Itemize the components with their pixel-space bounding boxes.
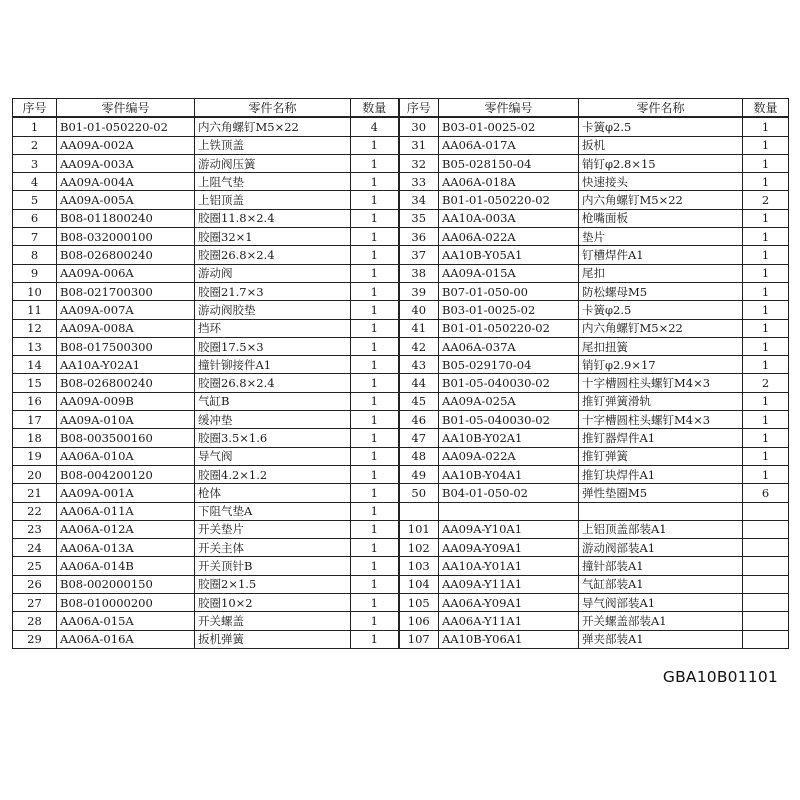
left-cell-seq: 18: [13, 429, 57, 447]
left-cell-seq: 27: [13, 594, 57, 612]
right-cell-qty: [743, 630, 789, 648]
right-cell-seq: 44: [399, 374, 439, 392]
left-cell-part-name: 缓冲垫: [195, 411, 351, 429]
right-cell-part-no: AA10B-Y06A1: [439, 630, 579, 648]
right-cell-seq: 102: [399, 539, 439, 557]
right-cell-part-name: 撞针部装A1: [579, 557, 743, 575]
table-row: [13, 465, 789, 483]
left-cell-seq: 11: [13, 301, 57, 319]
table-row: [13, 209, 789, 227]
left-cell-qty: 1: [351, 246, 399, 264]
right-cell-seq: 40: [399, 301, 439, 319]
left-cell-seq: 21: [13, 484, 57, 502]
right-cell-qty: 1: [743, 392, 789, 410]
left-cell-qty: 1: [351, 136, 399, 154]
right-cell-seq: 106: [399, 612, 439, 630]
left-cell-part-name: 上阻气垫: [195, 173, 351, 191]
left-cell-part-no: AA09A-005A: [57, 191, 195, 209]
parts-table: [12, 98, 789, 649]
table-row: [13, 173, 789, 191]
left-cell-seq: 15: [13, 374, 57, 392]
right-cell-part-no: AA06A-Y11A1: [439, 612, 579, 630]
right-cell-seq: 50: [399, 484, 439, 502]
table-row: [13, 429, 789, 447]
right-cell-part-name: 内六角螺钉M5×22: [579, 319, 743, 337]
table-row: [13, 337, 789, 355]
right-cell-part-no: AA06A-Y09A1: [439, 594, 579, 612]
left-cell-part-no: B01-01-050220-02: [57, 117, 195, 136]
left-cell-seq: 12: [13, 319, 57, 337]
table-row: [13, 136, 789, 154]
left-cell-part-no: AA09A-008A: [57, 319, 195, 337]
left-cell-seq: 26: [13, 575, 57, 593]
left-cell-seq: 6: [13, 209, 57, 227]
left-cell-part-no: AA06A-011A: [57, 502, 195, 520]
document-code: GBA10B01101: [662, 668, 778, 686]
right-cell-part-name: 开关螺盖部装A1: [579, 612, 743, 630]
left-cell-qty: 1: [351, 557, 399, 575]
left-cell-part-no: AA06A-012A: [57, 520, 195, 538]
parts-list-sheet: [12, 98, 788, 649]
left-cell-part-no: B08-004200120: [57, 465, 195, 483]
left-cell-qty: 1: [351, 319, 399, 337]
left-cell-part-name: 开关顶针B: [195, 557, 351, 575]
right-cell-part-no: AA06A-017A: [439, 136, 579, 154]
left-cell-seq: 3: [13, 154, 57, 172]
header-qty: 数量: [351, 99, 399, 118]
left-cell-qty: 4: [351, 117, 399, 136]
table-row: [13, 594, 789, 612]
right-cell-seq: 39: [399, 282, 439, 300]
left-cell-part-name: 胶圈21.7×3: [195, 282, 351, 300]
right-cell-part-name: 游动阀部装A1: [579, 539, 743, 557]
right-cell-seq: 31: [399, 136, 439, 154]
left-cell-part-name: 胶圈26.8×2.4: [195, 374, 351, 392]
left-cell-seq: 16: [13, 392, 57, 410]
left-cell-qty: 1: [351, 539, 399, 557]
right-cell-seq: 45: [399, 392, 439, 410]
right-cell-qty: 1: [743, 356, 789, 374]
right-cell-seq: 104: [399, 575, 439, 593]
right-cell-part-name: 销钉φ2.8×15: [579, 154, 743, 172]
right-cell-seq: 42: [399, 337, 439, 355]
right-cell-part-no: AA06A-037A: [439, 337, 579, 355]
left-cell-seq: 14: [13, 356, 57, 374]
right-cell-part-no: B03-01-0025-02: [439, 301, 579, 319]
left-cell-part-no: AA09A-004A: [57, 173, 195, 191]
right-cell-part-no: AA10A-003A: [439, 209, 579, 227]
right-cell-seq: 32: [399, 154, 439, 172]
left-cell-qty: 1: [351, 575, 399, 593]
left-cell-seq: 4: [13, 173, 57, 191]
left-cell-seq: 28: [13, 612, 57, 630]
left-cell-seq: 5: [13, 191, 57, 209]
table-row: [13, 374, 789, 392]
left-cell-part-name: 气缸B: [195, 392, 351, 410]
left-cell-part-no: AA10A-Y02A1: [57, 356, 195, 374]
left-cell-seq: 2: [13, 136, 57, 154]
right-cell-part-name: 上铝顶盖部装A1: [579, 520, 743, 538]
left-cell-seq: 8: [13, 246, 57, 264]
left-cell-seq: 10: [13, 282, 57, 300]
right-cell-part-name: 销钉φ2.9×17: [579, 356, 743, 374]
right-cell-seq: 36: [399, 228, 439, 246]
right-cell-qty: [743, 502, 789, 520]
left-cell-part-no: B08-026800240: [57, 374, 195, 392]
left-cell-seq: 7: [13, 228, 57, 246]
right-cell-qty: 6: [743, 484, 789, 502]
left-cell-part-no: B08-010000200: [57, 594, 195, 612]
left-cell-qty: 1: [351, 209, 399, 227]
left-cell-qty: 1: [351, 484, 399, 502]
left-cell-seq: 13: [13, 337, 57, 355]
right-cell-seq: 48: [399, 447, 439, 465]
header-part-no-right: 零件编号: [439, 99, 579, 118]
left-cell-qty: 1: [351, 282, 399, 300]
left-cell-part-no: AA09A-009B: [57, 392, 195, 410]
header-seq: 序号: [13, 99, 57, 118]
table-row: [13, 411, 789, 429]
right-cell-part-no: AA09A-Y10A1: [439, 520, 579, 538]
right-cell-seq: 35: [399, 209, 439, 227]
left-cell-qty: 1: [351, 173, 399, 191]
header-part-name: 零件名称: [195, 99, 351, 118]
left-cell-seq: 29: [13, 630, 57, 648]
left-cell-part-no: B08-011800240: [57, 209, 195, 227]
right-cell-part-no: AA09A-022A: [439, 447, 579, 465]
right-cell-qty: 1: [743, 228, 789, 246]
right-cell-part-no: AA10B-Y05A1: [439, 246, 579, 264]
right-cell-part-name: 扳机: [579, 136, 743, 154]
table-row: [13, 484, 789, 502]
right-cell-seq: 105: [399, 594, 439, 612]
right-cell-part-name: 推钉弹簧: [579, 447, 743, 465]
table-header-row: [13, 99, 789, 118]
right-cell-part-no: B07-01-050-00: [439, 282, 579, 300]
left-cell-part-name: 挡环: [195, 319, 351, 337]
right-cell-qty: 2: [743, 374, 789, 392]
table-row: [13, 356, 789, 374]
table-row: [13, 117, 789, 136]
left-cell-part-no: AA06A-015A: [57, 612, 195, 630]
right-cell-part-no: AA06A-018A: [439, 173, 579, 191]
left-cell-part-no: B08-032000100: [57, 228, 195, 246]
left-cell-qty: 1: [351, 264, 399, 282]
left-cell-part-name: 胶圈32×1: [195, 228, 351, 246]
left-cell-part-name: 游动阀: [195, 264, 351, 282]
header-seq-right: 序号: [399, 99, 439, 118]
left-cell-part-name: 胶圈4.2×1.2: [195, 465, 351, 483]
left-cell-seq: 25: [13, 557, 57, 575]
left-cell-qty: 1: [351, 154, 399, 172]
table-row: [13, 520, 789, 538]
left-cell-part-no: AA06A-014B: [57, 557, 195, 575]
right-cell-qty: 1: [743, 465, 789, 483]
right-cell-part-name: 防松螺母M5: [579, 282, 743, 300]
left-cell-part-no: AA09A-003A: [57, 154, 195, 172]
left-cell-qty: 1: [351, 594, 399, 612]
left-cell-part-no: AA09A-001A: [57, 484, 195, 502]
header-qty-right: 数量: [743, 99, 789, 118]
right-cell-part-no: AA09A-Y11A1: [439, 575, 579, 593]
table-row: [13, 502, 789, 520]
left-cell-part-name: 胶圈2×1.5: [195, 575, 351, 593]
right-cell-part-name: 卡簧φ2.5: [579, 301, 743, 319]
left-cell-qty: 1: [351, 520, 399, 538]
left-cell-seq: 20: [13, 465, 57, 483]
table-row: [13, 301, 789, 319]
left-cell-seq: 17: [13, 411, 57, 429]
table-row: [13, 392, 789, 410]
right-cell-qty: [743, 539, 789, 557]
left-cell-part-name: 开关垫片: [195, 520, 351, 538]
right-cell-qty: 1: [743, 246, 789, 264]
left-cell-qty: 1: [351, 630, 399, 648]
right-cell-part-name: 推钉弹簧滑轨: [579, 392, 743, 410]
left-cell-part-name: 上铁顶盖: [195, 136, 351, 154]
right-cell-seq: 103: [399, 557, 439, 575]
right-cell-qty: 1: [743, 301, 789, 319]
left-cell-qty: 1: [351, 392, 399, 410]
right-cell-seq: 49: [399, 465, 439, 483]
table-row: [13, 154, 789, 172]
left-cell-part-name: 枪体: [195, 484, 351, 502]
left-cell-seq: 23: [13, 520, 57, 538]
right-cell-part-name: [579, 502, 743, 520]
table-body: [13, 117, 789, 648]
right-cell-part-name: 推钉器焊件A1: [579, 429, 743, 447]
left-cell-part-name: 导气阀: [195, 447, 351, 465]
right-cell-qty: [743, 612, 789, 630]
left-cell-qty: 1: [351, 191, 399, 209]
left-cell-seq: 24: [13, 539, 57, 557]
left-cell-qty: 1: [351, 228, 399, 246]
right-cell-seq: 101: [399, 520, 439, 538]
right-cell-part-no: AA09A-025A: [439, 392, 579, 410]
header-part-no: 零件编号: [57, 99, 195, 118]
right-cell-qty: 1: [743, 117, 789, 136]
right-cell-part-no: B04-01-050-02: [439, 484, 579, 502]
right-cell-qty: 1: [743, 136, 789, 154]
left-cell-qty: 1: [351, 447, 399, 465]
right-cell-qty: [743, 575, 789, 593]
right-cell-part-name: 垫片: [579, 228, 743, 246]
left-cell-part-name: 上铝顶盖: [195, 191, 351, 209]
right-cell-seq: 33: [399, 173, 439, 191]
left-cell-part-name: 开关螺盖: [195, 612, 351, 630]
right-cell-qty: 1: [743, 173, 789, 191]
left-cell-part-no: AA09A-007A: [57, 301, 195, 319]
right-cell-part-no: B01-01-050220-02: [439, 319, 579, 337]
right-cell-part-name: 钉槽焊件A1: [579, 246, 743, 264]
left-cell-part-no: AA06A-013A: [57, 539, 195, 557]
table-row: [13, 539, 789, 557]
left-cell-part-no: B08-026800240: [57, 246, 195, 264]
left-cell-qty: 1: [351, 429, 399, 447]
right-cell-part-name: 枪嘴面板: [579, 209, 743, 227]
left-cell-seq: 9: [13, 264, 57, 282]
right-cell-part-name: 十字槽圆柱头螺钉M4×3: [579, 374, 743, 392]
left-cell-qty: 1: [351, 502, 399, 520]
table-row: [13, 557, 789, 575]
left-cell-seq: 1: [13, 117, 57, 136]
header-part-name-right: 零件名称: [579, 99, 743, 118]
right-cell-seq: 38: [399, 264, 439, 282]
left-cell-part-name: 胶圈3.5×1.6: [195, 429, 351, 447]
right-cell-seq: 47: [399, 429, 439, 447]
left-cell-seq: 22: [13, 502, 57, 520]
right-cell-part-no: AA10B-Y02A1: [439, 429, 579, 447]
right-cell-qty: 1: [743, 154, 789, 172]
right-cell-part-no: B05-029170-04: [439, 356, 579, 374]
left-cell-qty: 1: [351, 356, 399, 374]
right-cell-part-no: B05-028150-04: [439, 154, 579, 172]
right-cell-part-name: 推钉块焊件A1: [579, 465, 743, 483]
right-cell-qty: 1: [743, 447, 789, 465]
right-cell-seq: 37: [399, 246, 439, 264]
table-row: [13, 447, 789, 465]
left-cell-part-name: 扳机弹簧: [195, 630, 351, 648]
right-cell-seq: [399, 502, 439, 520]
right-cell-part-no: B01-05-040030-02: [439, 411, 579, 429]
right-cell-part-no: AA06A-022A: [439, 228, 579, 246]
left-cell-part-no: AA09A-006A: [57, 264, 195, 282]
table-row: [13, 612, 789, 630]
right-cell-part-name: 内六角螺钉M5×22: [579, 191, 743, 209]
right-cell-part-name: 弹性垫圈M5: [579, 484, 743, 502]
right-cell-part-name: 气缸部装A1: [579, 575, 743, 593]
left-cell-part-no: B08-021700300: [57, 282, 195, 300]
table-row: [13, 246, 789, 264]
left-cell-qty: 1: [351, 374, 399, 392]
right-cell-part-no: AA09A-Y09A1: [439, 539, 579, 557]
left-cell-part-no: B08-002000150: [57, 575, 195, 593]
right-cell-part-no: AA10B-Y04A1: [439, 465, 579, 483]
left-cell-part-no: B08-017500300: [57, 337, 195, 355]
left-cell-part-name: 胶圈11.8×2.4: [195, 209, 351, 227]
right-cell-part-no: B01-01-050220-02: [439, 191, 579, 209]
right-cell-qty: 1: [743, 209, 789, 227]
right-cell-qty: [743, 594, 789, 612]
table-row: [13, 264, 789, 282]
table-row: [13, 319, 789, 337]
table-row: [13, 228, 789, 246]
right-cell-part-name: 快速接头: [579, 173, 743, 191]
right-cell-part-no: B01-05-040030-02: [439, 374, 579, 392]
left-cell-part-no: AA06A-016A: [57, 630, 195, 648]
left-cell-part-name: 胶圈10×2: [195, 594, 351, 612]
right-cell-part-name: 尾扣: [579, 264, 743, 282]
right-cell-seq: 43: [399, 356, 439, 374]
right-cell-seq: 107: [399, 630, 439, 648]
left-cell-part-name: 胶圈17.5×3: [195, 337, 351, 355]
right-cell-seq: 34: [399, 191, 439, 209]
right-cell-qty: 1: [743, 264, 789, 282]
right-cell-qty: 1: [743, 429, 789, 447]
right-cell-qty: [743, 520, 789, 538]
right-cell-qty: [743, 557, 789, 575]
right-cell-part-no: B03-01-0025-02: [439, 117, 579, 136]
left-cell-part-name: 游动阀压簧: [195, 154, 351, 172]
table-row: [13, 191, 789, 209]
left-cell-part-name: 胶圈26.8×2.4: [195, 246, 351, 264]
right-cell-part-no: AA10A-Y01A1: [439, 557, 579, 575]
left-cell-part-name: 下阻气垫A: [195, 502, 351, 520]
table-row: [13, 630, 789, 648]
left-cell-seq: 19: [13, 447, 57, 465]
left-cell-part-name: 开关主体: [195, 539, 351, 557]
right-cell-part-name: 弹夹部装A1: [579, 630, 743, 648]
left-cell-part-no: AA09A-010A: [57, 411, 195, 429]
right-cell-seq: 41: [399, 319, 439, 337]
table-row: [13, 282, 789, 300]
right-cell-part-no: [439, 502, 579, 520]
right-cell-part-name: 导气阀部装A1: [579, 594, 743, 612]
right-cell-part-no: AA09A-015A: [439, 264, 579, 282]
left-cell-qty: 1: [351, 301, 399, 319]
left-cell-part-no: B08-003500160: [57, 429, 195, 447]
left-cell-part-name: 撞针铆接件A1: [195, 356, 351, 374]
table-row: [13, 575, 789, 593]
left-cell-part-no: AA09A-002A: [57, 136, 195, 154]
left-cell-part-name: 内六角螺钉M5×22: [195, 117, 351, 136]
right-cell-seq: 46: [399, 411, 439, 429]
left-cell-qty: 1: [351, 465, 399, 483]
right-cell-part-name: 尾扣扭簧: [579, 337, 743, 355]
right-cell-qty: 1: [743, 319, 789, 337]
right-cell-seq: 30: [399, 117, 439, 136]
right-cell-qty: 1: [743, 411, 789, 429]
left-cell-part-no: AA06A-010A: [57, 447, 195, 465]
right-cell-qty: 2: [743, 191, 789, 209]
right-cell-qty: 1: [743, 337, 789, 355]
left-cell-qty: 1: [351, 411, 399, 429]
left-cell-part-name: 游动阀胶垫: [195, 301, 351, 319]
right-cell-part-name: 卡簧φ2.5: [579, 117, 743, 136]
right-cell-qty: 1: [743, 282, 789, 300]
left-cell-qty: 1: [351, 612, 399, 630]
left-cell-qty: 1: [351, 337, 399, 355]
right-cell-part-name: 十字槽圆柱头螺钉M4×3: [579, 411, 743, 429]
